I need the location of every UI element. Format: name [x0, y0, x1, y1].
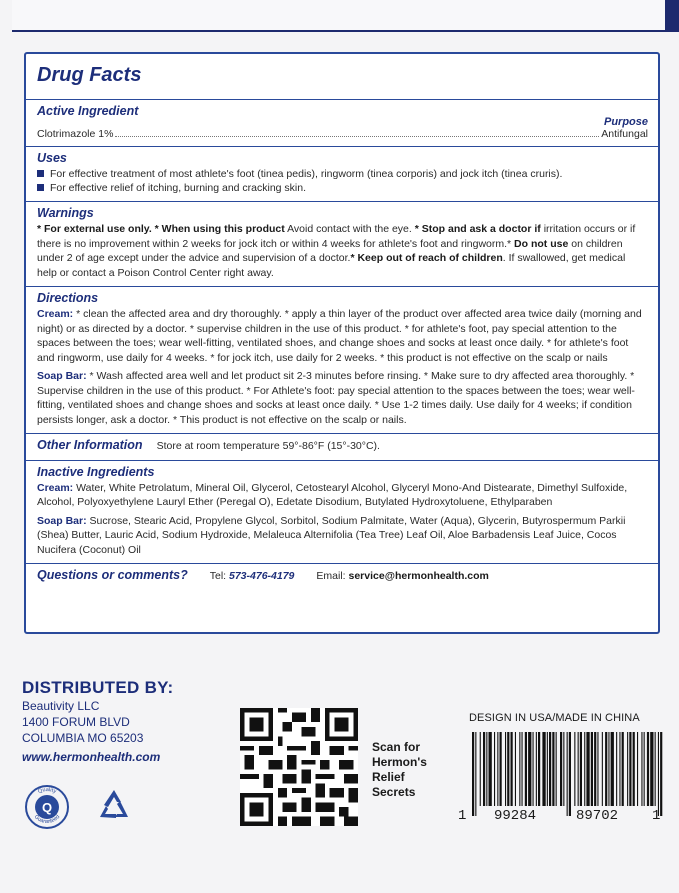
inactive-ingredients-title: Inactive Ingredients: [37, 464, 155, 479]
warning-bold: * Stop and ask a doctor if: [411, 223, 541, 235]
barcode-bar: [528, 732, 531, 806]
barcode-bar: [611, 732, 614, 806]
soap-directions-text: * Wash affected area well and let product sit 2-3 minutes before rinsing. * Make sure to dry affected area thoroughly. * Supervise children in the use of this product. * For Athlete's foot: pay special attention to the spaces between the toes; wear well-fitting, ventilated shoes and change shoes and socks at least once daily. * Use 1-2 times daily. Use daily for 4 weeks; if condition persists longer, ask a doctor. * This product is not effective on the scalp or nails.: [37, 370, 635, 426]
barcode-bar: [644, 732, 645, 806]
barcode-bar: [597, 732, 598, 806]
directions-cream: [37, 307, 648, 365]
ingredient-purpose: Antifungal: [601, 128, 648, 140]
active-ingredient-title: Active Ingredient: [37, 104, 139, 118]
questions-title: Questions or comments?: [37, 568, 188, 582]
distributor-name: Beautivity LLC: [22, 699, 100, 713]
directions-section: [26, 287, 658, 434]
scan-line: Hermon's: [372, 755, 427, 769]
directions-title: Directions: [37, 291, 99, 305]
barcode-bar: [584, 732, 585, 806]
use-text: For effective relief of itching, burning and cracking skin.: [50, 182, 307, 194]
warnings-title: Warnings: [37, 206, 94, 220]
barcode-bar: [650, 732, 653, 806]
barcode-bar: [591, 732, 593, 806]
barcode-bar: [608, 732, 609, 806]
warning-text: . If swallowed, get medical help or contact a Poison Control Center right away.: [37, 252, 626, 279]
drug-facts-panel: [24, 52, 660, 634]
barcode-bar: [505, 732, 506, 806]
barcode-bar: [602, 732, 603, 806]
barcode-icon: [466, 732, 666, 820]
warning-bold: * Keep out of reach of children: [350, 252, 503, 264]
barcode-digit: 89702: [576, 808, 619, 824]
warnings-text: [37, 222, 648, 280]
barcode-bar: [658, 732, 659, 816]
barcode-bar: [580, 732, 582, 806]
cream-directions-text: * clean the affected area and dry thoroughly. * apply a thin layer of the product over affected area twice daily (morning and night) or as directed by a doctor. * supervise children in the use of this product. * for athlete's foot, pay special attention to the spaces between the toes; wear well-fitting, ventilated shoes, and change shoes and socks at least once daily. * for athlete's foot and ringworm, use daily for 4 weeks. * for jock itch, use daily for 2 weeks. * this product is not effective on the scalp or nails: [37, 308, 642, 364]
warning-bold: Do not use: [511, 237, 569, 250]
barcode-bar: [629, 732, 631, 806]
design-origin-note: DESIGN IN USA/MADE IN CHINA: [469, 712, 640, 724]
drug-facts-title: Drug Facts: [37, 64, 142, 86]
barcode-bar: [533, 732, 534, 806]
distributor-title: DISTRIBUTED BY:: [22, 678, 174, 697]
barcode-bar: [563, 732, 564, 806]
questions-section: [26, 564, 658, 588]
barcode-bar: [515, 732, 516, 806]
barcode-bar: [647, 732, 649, 806]
barcode-bar: [605, 732, 607, 806]
directions-soap: [37, 369, 648, 427]
barcode-bar: [655, 732, 656, 806]
barcode-bar: [480, 732, 481, 806]
barcode-bar: [536, 732, 537, 806]
barcode-bar: [519, 732, 520, 806]
email-info: [316, 570, 488, 582]
distributor-address2: COLUMBIA MO 65203: [22, 731, 144, 745]
cream-ingredients-text: Water, White Petrolatum, Mineral Oil, Glycerol, Cetostearyl Alcohol, Glyceryl Mono-And Distearate, Dimethyl Sulfoxide, Alcohol, Polyoxyethylene Lauryl Ether (Peregal O), Edetate Disodium, Butylated Hydroxytoluene, Ethylparaben: [37, 481, 628, 508]
inactive-soap: [37, 514, 648, 558]
barcode-bar: [574, 732, 575, 806]
phone-number[interactable]: 573-476-4179: [229, 570, 295, 582]
barcode-bar: [637, 732, 638, 806]
barcode-digit: 99284: [494, 808, 537, 824]
other-information-text: Store at room temperature 59°-86°F (15°-30°C).: [156, 440, 380, 452]
qr-scan-caption: [372, 740, 427, 800]
distributor-block: [22, 678, 174, 764]
qr-code-icon: [240, 708, 358, 826]
barcode-bar: [578, 732, 579, 806]
barcode-bar: [586, 732, 589, 806]
warning-text: irritation occurs or if there is no improvement within 2 weeks for jock itch or within 4 weeks for athlete's foot and ringworm.*: [37, 223, 636, 250]
uses-section: [26, 147, 658, 202]
scan-line: Relief: [372, 770, 405, 784]
barcode-bar: [522, 732, 523, 806]
scan-line: Scan for: [372, 740, 421, 754]
barcode-bar: [547, 732, 548, 806]
barcode-bar: [627, 732, 628, 806]
email-label: Email:: [316, 570, 346, 582]
logo-row: [24, 784, 134, 830]
barcode-bar: [538, 732, 540, 806]
barcode-bar: [483, 732, 485, 806]
top-fold-band: [12, 0, 665, 32]
soap-label: Soap Bar:: [37, 514, 87, 527]
recycle-icon: [94, 787, 134, 827]
list-item: [37, 167, 648, 181]
warnings-section: [26, 202, 658, 287]
quality-guaranteed-seal-icon: [24, 784, 70, 830]
purpose-label: Purpose: [603, 116, 648, 128]
barcode-bar: [489, 732, 492, 806]
svg-text:Quality: Quality: [37, 786, 57, 796]
barcode-digit: 1: [458, 808, 467, 824]
warning-text: Avoid contact with the eye.: [284, 223, 412, 235]
barcode-bar: [560, 732, 562, 806]
soap-ingredients-text: Sucrose, Stearic Acid, Propylene Glycol, Sorbitol, Sodium Palmitate, Water (Aqua), Glycerin, Butyrospermum Parkii (Shea) Butter, Lauric Acid, Sodium Hydroxide, Melaleuca Alternifolia (Tea Tree) Leaf Oil, Aloe Barbadensis Leaf Juice, Cocos Nucifera (Coconut) Oil: [37, 514, 626, 556]
uses-title: Uses: [37, 151, 67, 165]
use-text: For effective treatment of most athlete's foot (tinea pedis), ringworm (tinea corporis) and jock itch (tinea cruris).: [50, 168, 563, 180]
square-bullet-icon: [37, 170, 44, 177]
warning-text: on children under 2 of age except under the advice and supervision of a doctor.: [37, 237, 623, 264]
barcode-bar: [472, 732, 474, 816]
svg-text:Guaranteed: Guaranteed: [32, 814, 62, 826]
distributor-address1: 1400 FORUM BLVD: [22, 715, 130, 729]
other-information-section: [26, 434, 658, 461]
list-item: [37, 181, 648, 195]
email-address[interactable]: service@hermonhealth.com: [348, 570, 489, 582]
inactive-cream: [37, 481, 648, 510]
barcode-bar: [569, 732, 571, 816]
barcode-bar: [511, 732, 513, 806]
barcode-bar: [552, 732, 554, 806]
drug-facts-header: [26, 54, 658, 100]
svg-text:Q: Q: [41, 800, 53, 815]
barcode-bar: [660, 732, 662, 816]
warning-bold: * For external use only.: [37, 223, 152, 235]
barcode-bar: [641, 732, 642, 806]
tel-label: Tel:: [209, 570, 227, 582]
ingredient-row: [37, 128, 648, 140]
barcode-bar: [616, 732, 617, 806]
barcode-bar: [542, 732, 545, 806]
barcode-bar: [507, 732, 509, 806]
barcode-bar: [633, 732, 635, 806]
barcode-bar: [594, 732, 596, 806]
barcode-bar: [486, 732, 487, 806]
inactive-ingredients-section: [26, 461, 658, 565]
phone-info: [210, 570, 295, 582]
barcode-bar: [494, 732, 495, 806]
cream-label: Cream:: [37, 481, 74, 494]
barcode-bar: [567, 732, 568, 816]
barcode-bar: [500, 732, 502, 806]
square-bullet-icon: [37, 184, 44, 191]
scan-line: Secrets: [372, 785, 416, 799]
barcode-digit: 1: [652, 808, 661, 824]
barcode-bar: [556, 732, 557, 806]
barcode-bar: [525, 732, 527, 806]
barcode-bar: [619, 732, 620, 806]
barcode-bar: [497, 732, 498, 806]
ingredient-name: Clotrimazole 1%: [37, 128, 114, 140]
barcode-bar: [622, 732, 624, 806]
barcode-bar: [475, 732, 476, 816]
dot-leader: [115, 136, 599, 137]
other-information-title: Other Information: [37, 438, 143, 452]
barcode-bar: [549, 732, 551, 806]
cream-label: Cream:: [37, 308, 74, 320]
soap-label: Soap Bar:: [37, 370, 87, 382]
distributor-website[interactable]: www.hermonhealth.com: [22, 750, 161, 764]
active-ingredient-section: [26, 100, 658, 147]
warning-bold: * When using this product: [151, 223, 285, 235]
